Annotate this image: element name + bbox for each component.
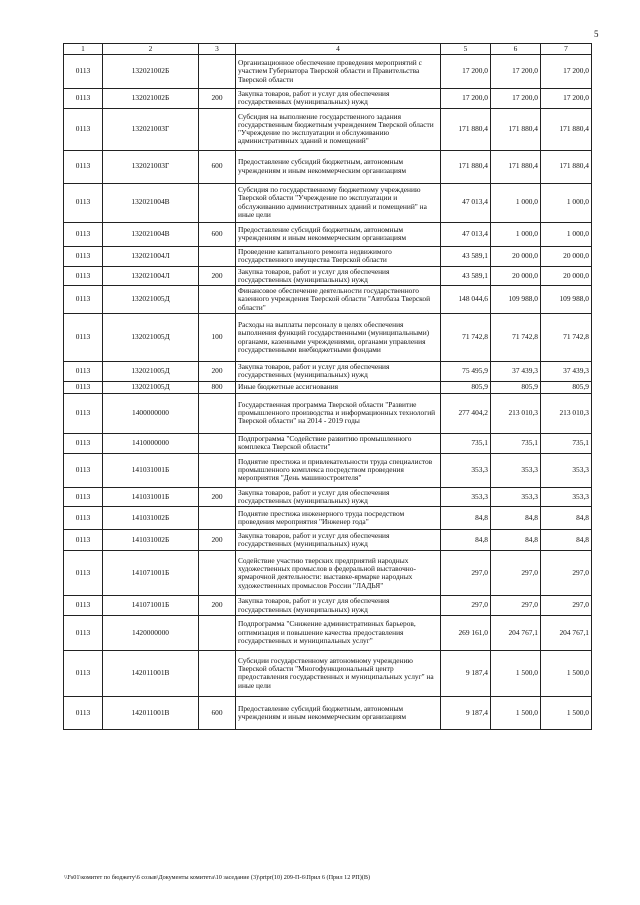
cell-target-article: 132021003Г (103, 150, 199, 183)
cell-description: Закупка товаров, работ и услуг для обеспечения государственных (муниципальных) нужд (236, 530, 441, 551)
table-row (64, 266, 592, 286)
cell-amount-col7: 1 000,0 (541, 183, 592, 222)
cell-section-code: 0113 (64, 487, 103, 507)
cell-description: Закупка товаров, работ и услуг для обеспечения государственных (муниципальных) нужд (236, 362, 441, 382)
table-row (64, 393, 592, 433)
cell-description: Государственная программа Тверской области "Развитие промышленного производства и информационных технологий Тверской области" на 2014 - 2019 годы (236, 393, 441, 433)
cell-amount-col7: 17 200,0 (541, 55, 592, 89)
cell-target-article: 132021005Д (103, 362, 199, 382)
cell-description: Субсидия по государственному бюджетному учреждению Тверской области "Учреждение по эксплуатации и обслуживанию административных зданий и помещений" на иные цели (236, 183, 441, 222)
column-header: 1 (64, 44, 103, 55)
cell-target-article: 132021002Б (103, 55, 199, 89)
cell-amount-col7: 20 000,0 (541, 266, 592, 286)
cell-amount-col5: 353,3 (441, 487, 491, 507)
cell-target-article: 141031001Б (103, 487, 199, 507)
cell-expense-type (199, 650, 236, 696)
cell-amount-col7: 1 500,0 (541, 650, 592, 696)
cell-section-code: 0113 (64, 55, 103, 89)
cell-expense-type: 200 (199, 487, 236, 507)
cell-amount-col6: 171 880,4 (491, 150, 541, 183)
cell-amount-col6: 204 767,1 (491, 615, 541, 650)
cell-expense-type: 200 (199, 266, 236, 286)
table-row (64, 222, 592, 246)
cell-amount-col6: 171 880,4 (491, 108, 541, 150)
cell-amount-col6: 84,8 (491, 530, 541, 551)
cell-amount-col5: 805,9 (441, 381, 491, 393)
cell-section-code: 0113 (64, 314, 103, 362)
cell-target-article: 132021003Г (103, 108, 199, 150)
cell-amount-col5: 297,0 (441, 551, 491, 596)
budget-table (63, 43, 592, 730)
cell-description: Поднятие престижа и привлекательности труда специалистов промышленного комплекса посредством проведения мероприятия "День машиностроителя" (236, 453, 441, 487)
cell-section-code: 0113 (64, 596, 103, 616)
column-header: 4 (236, 44, 441, 55)
cell-amount-col7: 353,3 (541, 453, 592, 487)
cell-target-article: 142011001В (103, 696, 199, 729)
cell-section-code: 0113 (64, 89, 103, 109)
cell-amount-col5: 171 880,4 (441, 150, 491, 183)
file-path-footer: \\Fs01\комитет по бюджету\6 созыв\Документы комитета\10 заседание (3)\prtpr(10) 209-П-6\Прил 6 (Прил 12 РП)(В) (64, 874, 371, 881)
cell-description: Подпрограмма "Снижение административных барьеров, оптимизация и повышение качества предоставления государственных и муниципальных услуг" (236, 615, 441, 650)
cell-target-article: 132021004Л (103, 266, 199, 286)
cell-section-code: 0113 (64, 381, 103, 393)
table-row (64, 551, 592, 596)
table-row (64, 596, 592, 616)
cell-target-article: 1420000000 (103, 615, 199, 650)
column-header: 5 (441, 44, 491, 55)
cell-amount-col7: 353,3 (541, 487, 592, 507)
column-header: 3 (199, 44, 236, 55)
table-row (64, 314, 592, 362)
cell-amount-col5: 9 187,4 (441, 696, 491, 729)
cell-expense-type: 200 (199, 89, 236, 109)
cell-target-article: 132021005Д (103, 381, 199, 393)
table-row (64, 89, 592, 109)
cell-description: Закупка товаров, работ и услуг для обеспечения государственных (муниципальных) нужд (236, 596, 441, 616)
cell-amount-col5: 75 495,9 (441, 362, 491, 382)
cell-amount-col6: 297,0 (491, 596, 541, 616)
cell-description: Расходы на выплаты персоналу в целях обеспечения выполнения функций государственными (муниципальными) органами, казенными учреждениями, органами управления государственными внебюджетными фондами (236, 314, 441, 362)
cell-amount-col6: 353,3 (491, 487, 541, 507)
cell-amount-col7: 71 742,8 (541, 314, 592, 362)
cell-amount-col7: 297,0 (541, 551, 592, 596)
cell-amount-col6: 353,3 (491, 453, 541, 487)
table-row (64, 150, 592, 183)
table-row (64, 433, 592, 453)
cell-expense-type (199, 246, 236, 266)
cell-expense-type (199, 108, 236, 150)
cell-target-article: 1410000000 (103, 433, 199, 453)
cell-expense-type: 800 (199, 381, 236, 393)
cell-target-article: 141071001Б (103, 551, 199, 596)
cell-amount-col7: 1 000,0 (541, 222, 592, 246)
cell-expense-type: 600 (199, 222, 236, 246)
table-row (64, 507, 592, 530)
cell-amount-col6: 37 439,3 (491, 362, 541, 382)
column-header: 2 (103, 44, 199, 55)
cell-amount-col7: 84,8 (541, 507, 592, 530)
cell-section-code: 0113 (64, 150, 103, 183)
cell-expense-type (199, 615, 236, 650)
cell-expense-type (199, 286, 236, 314)
cell-expense-type: 600 (199, 696, 236, 729)
cell-description: Проведение капитального ремонта недвижимого государственного имущества Тверской области (236, 246, 441, 266)
cell-amount-col6: 84,8 (491, 507, 541, 530)
cell-amount-col7: 84,8 (541, 530, 592, 551)
cell-amount-col5: 17 200,0 (441, 89, 491, 109)
cell-description: Закупка товаров, работ и услуг для обеспечения государственных (муниципальных) нужд (236, 89, 441, 109)
cell-section-code: 0113 (64, 266, 103, 286)
cell-amount-col5: 43 589,1 (441, 266, 491, 286)
cell-target-article: 132021004В (103, 183, 199, 222)
cell-amount-col6: 1 500,0 (491, 696, 541, 729)
cell-description: Субсидии государственному автономному учреждению Тверской области "Многофункциональный центр предоставления государственных и муниципальных услуг" на иные цели (236, 650, 441, 696)
cell-expense-type (199, 433, 236, 453)
cell-expense-type (199, 183, 236, 222)
cell-description: Финансовое обеспечение деятельности государственного казенного учреждения Тверской области "Автобаза Тверской области" (236, 286, 441, 314)
cell-description: Иные бюджетные ассигнования (236, 381, 441, 393)
cell-amount-col5: 84,8 (441, 530, 491, 551)
cell-amount-col5: 47 013,4 (441, 222, 491, 246)
cell-amount-col6: 20 000,0 (491, 246, 541, 266)
table-row (64, 615, 592, 650)
cell-amount-col7: 171 880,4 (541, 108, 592, 150)
cell-amount-col5: 735,1 (441, 433, 491, 453)
cell-section-code: 0113 (64, 362, 103, 382)
cell-description: Закупка товаров, работ и услуг для обеспечения государственных (муниципальных) нужд (236, 487, 441, 507)
cell-section-code: 0113 (64, 183, 103, 222)
table-row (64, 696, 592, 729)
cell-amount-col7: 297,0 (541, 596, 592, 616)
table-row (64, 108, 592, 150)
cell-section-code: 0113 (64, 551, 103, 596)
cell-amount-col5: 148 044,6 (441, 286, 491, 314)
cell-expense-type (199, 551, 236, 596)
cell-amount-col7: 109 988,0 (541, 286, 592, 314)
cell-section-code: 0113 (64, 286, 103, 314)
table-row (64, 183, 592, 222)
cell-amount-col6: 735,1 (491, 433, 541, 453)
cell-amount-col6: 1 500,0 (491, 650, 541, 696)
cell-target-article: 132021004В (103, 222, 199, 246)
cell-amount-col6: 17 200,0 (491, 55, 541, 89)
cell-description: Предоставление субсидий бюджетным, автономным учреждениям и иным некоммерческим организациям (236, 150, 441, 183)
cell-section-code: 0113 (64, 393, 103, 433)
cell-amount-col7: 805,9 (541, 381, 592, 393)
cell-target-article: 1400000000 (103, 393, 199, 433)
cell-section-code: 0113 (64, 507, 103, 530)
cell-amount-col6: 297,0 (491, 551, 541, 596)
cell-amount-col5: 297,0 (441, 596, 491, 616)
table-row (64, 650, 592, 696)
cell-section-code: 0113 (64, 246, 103, 266)
cell-expense-type (199, 393, 236, 433)
cell-section-code: 0113 (64, 108, 103, 150)
cell-target-article: 132021005Д (103, 286, 199, 314)
table-row (64, 453, 592, 487)
header-row (64, 44, 592, 55)
cell-amount-col6: 1 000,0 (491, 183, 541, 222)
cell-amount-col6: 1 000,0 (491, 222, 541, 246)
table-row (64, 530, 592, 551)
cell-expense-type: 600 (199, 150, 236, 183)
cell-amount-col6: 71 742,8 (491, 314, 541, 362)
cell-expense-type: 200 (199, 596, 236, 616)
page-number: 5 (594, 29, 599, 39)
cell-amount-col7: 20 000,0 (541, 246, 592, 266)
cell-expense-type: 200 (199, 362, 236, 382)
cell-amount-col5: 269 161,0 (441, 615, 491, 650)
cell-description: Закупка товаров, работ и услуг для обеспечения государственных (муниципальных) нужд (236, 266, 441, 286)
cell-amount-col5: 47 013,4 (441, 183, 491, 222)
cell-description: Субсидия на выполнение государственного задания государственным бюджетным учреждением Тверской области "Учреждение по эксплуатации и обслуживанию административных зданий и помещений" (236, 108, 441, 150)
cell-amount-col6: 20 000,0 (491, 266, 541, 286)
cell-target-article: 141031002Б (103, 507, 199, 530)
cell-section-code: 0113 (64, 530, 103, 551)
cell-section-code: 0113 (64, 433, 103, 453)
table-row (64, 362, 592, 382)
cell-amount-col7: 204 767,1 (541, 615, 592, 650)
cell-target-article: 132021002Б (103, 89, 199, 109)
cell-section-code: 0113 (64, 696, 103, 729)
cell-amount-col5: 17 200,0 (441, 55, 491, 89)
column-header: 7 (541, 44, 592, 55)
cell-description: Предоставление субсидий бюджетным, автономным учреждениям и иным некоммерческим организациям (236, 696, 441, 729)
cell-amount-col6: 213 010,3 (491, 393, 541, 433)
cell-amount-col6: 109 988,0 (491, 286, 541, 314)
cell-expense-type (199, 453, 236, 487)
cell-description: Содействие участию тверских предприятий народных художественных промыслов в федеральной выставочно-ярмарочной деятельности: выставке-ярмарке народных художественных промыслов России "ЛАДЬЯ" (236, 551, 441, 596)
table-row (64, 55, 592, 89)
cell-section-code: 0113 (64, 222, 103, 246)
cell-amount-col5: 171 880,4 (441, 108, 491, 150)
cell-description: Поднятие престижа инженерного труда посредством проведения мероприятия "Инженер года" (236, 507, 441, 530)
cell-amount-col5: 43 589,1 (441, 246, 491, 266)
table-row (64, 246, 592, 266)
cell-amount-col7: 171 880,4 (541, 150, 592, 183)
cell-description: Подпрограмма "Содействие развитию промышленного комплекса Тверской области" (236, 433, 441, 453)
cell-description: Организационное обеспечение проведения мероприятий с участием Губернатора Тверской области и Правительства Тверской области (236, 55, 441, 89)
cell-amount-col5: 353,3 (441, 453, 491, 487)
cell-amount-col5: 277 404,2 (441, 393, 491, 433)
cell-expense-type: 200 (199, 530, 236, 551)
cell-section-code: 0113 (64, 650, 103, 696)
cell-amount-col5: 9 187,4 (441, 650, 491, 696)
cell-expense-type (199, 507, 236, 530)
cell-amount-col5: 84,8 (441, 507, 491, 530)
cell-expense-type: 100 (199, 314, 236, 362)
cell-target-article: 141031002Б (103, 530, 199, 551)
cell-description: Предоставление субсидий бюджетным, автономным учреждениям и иным некоммерческим организациям (236, 222, 441, 246)
table-row (64, 286, 592, 314)
cell-section-code: 0113 (64, 453, 103, 487)
cell-target-article: 132021005Д (103, 314, 199, 362)
cell-amount-col7: 17 200,0 (541, 89, 592, 109)
cell-amount-col6: 17 200,0 (491, 89, 541, 109)
cell-target-article: 141031001Б (103, 453, 199, 487)
cell-amount-col5: 71 742,8 (441, 314, 491, 362)
cell-amount-col7: 735,1 (541, 433, 592, 453)
cell-target-article: 132021004Л (103, 246, 199, 266)
cell-amount-col7: 37 439,3 (541, 362, 592, 382)
cell-amount-col6: 805,9 (491, 381, 541, 393)
cell-target-article: 142011001В (103, 650, 199, 696)
column-header: 6 (491, 44, 541, 55)
cell-amount-col7: 213 010,3 (541, 393, 592, 433)
cell-target-article: 141071001Б (103, 596, 199, 616)
cell-expense-type (199, 55, 236, 89)
cell-section-code: 0113 (64, 615, 103, 650)
cell-amount-col7: 1 500,0 (541, 696, 592, 729)
table-row (64, 487, 592, 507)
table-row (64, 381, 592, 393)
